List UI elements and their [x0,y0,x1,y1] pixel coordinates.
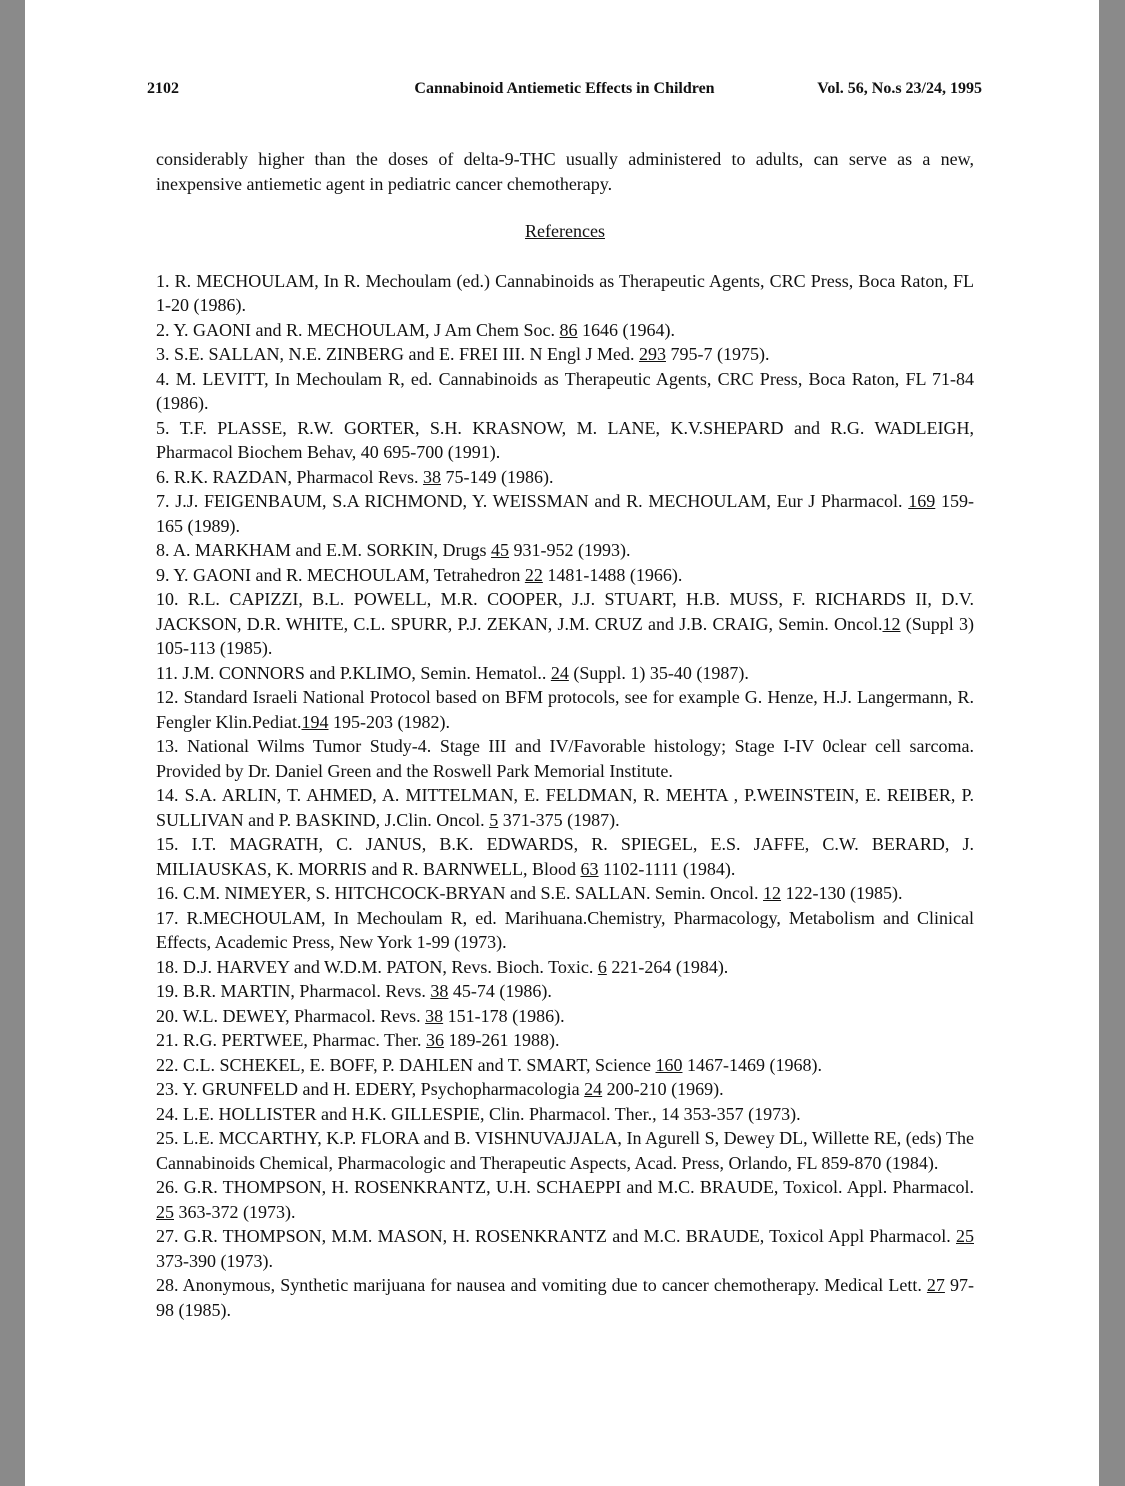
reference-volume: 160 [655,1054,683,1075]
intro-paragraph: considerably higher than the doses of delta-9-THC usually administered to adults, can serve as a new, inexpensive antiemetic agent in pediatric cancer chemotherapy. [156,149,974,194]
reference-text: 9. Y. GAONI and R. MECHOULAM, Tetrahedron [156,564,525,585]
reference-pages: 97-98 (1985). [156,1275,975,1320]
reference-text: 7. J.J. FEIGENBAUM, S.A RICHMOND, Y. WEISSMAN and R. MECHOULAM, Eur J Pharmacol. [156,491,909,511]
reference-item [156,269,974,318]
reference-item [156,1126,974,1175]
reference-item [156,1077,974,1102]
reference-text: 28. Anonymous, Synthetic marijuana for nausea and vomiting due to cancer chemotherapy. Medical Lett. [156,1275,927,1295]
reference-item [156,979,974,1004]
reference-pages: 1102-1111 (1984). [598,858,736,879]
reference-pages: 200-210 (1969). [602,1079,724,1099]
running-header [147,80,982,102]
reference-volume: 6 [597,956,607,977]
reference-pages: 151-178 (1986). [443,1005,565,1026]
reference-text: 20. W.L. DEWEY, Pharmacol. Revs. [156,1005,426,1026]
reference-item [156,1273,974,1322]
reference-pages: 221-264 (1984). [606,956,729,977]
reference-text: 12. Standard Israeli National Protocol based on BFM protocols, see for example G. Henze, H.J. Langermann, R. Fengler Klin.Pediat. [156,687,974,732]
reference-volume: 25 [156,1201,174,1222]
running-title: Cannabinoid Antiemetic Effects in Children [414,80,715,97]
reference-item [156,1028,974,1053]
reference-volume: 24 [584,1079,603,1099]
reference-text: 26. G.R. THOMPSON, H. ROSENKRANTZ, U.H. SCHAEPPI and M.C. BRAUDE, Toxicol. Appl. Pharmacol. [156,1177,974,1197]
reference-volume: 36 [426,1030,445,1050]
reference-pages: 75-149 (1986). [440,466,554,487]
reference-item [156,342,974,367]
page-number: 2102 [147,80,179,97]
reference-item [156,563,974,588]
reference-item [156,734,974,783]
reference-item [156,661,974,686]
reference-text: 17. R.MECHOULAM, In Mechoulam R, ed. Marihuana.Chemistry, Pharmacology, Metabolism and Clinical Effects, Academic Press, New York 1-99 (1973). [156,907,974,952]
reference-pages: (Suppl. 1) 35-40 (1987). [568,662,749,683]
document-page [25,0,1099,1486]
reference-pages: 45-74 (1986). [448,981,552,1001]
reference-item [156,685,974,734]
reference-pages: 189-261 1988). [444,1030,560,1050]
reference-text: 24. L.E. HOLLISTER and H.K. GILLESPIE, Clin. Pharmacol. Ther., 14 353-357 (1973). [156,1103,801,1124]
reference-volume: 38 [422,466,441,487]
reference-volume: 22 [524,564,543,585]
reference-item [156,465,974,490]
reference-item [156,1175,974,1224]
reference-text: 15. I.T. MAGRATH, C. JANUS, B.K. EDWARDS, R. SPIEGEL, E.S. JAFFE, C.W. BERARD, J. MILIAUSKAS, K. MORRIS and R. BARNWELL, Blood [156,834,974,879]
reference-item [156,489,974,538]
reference-text: 8. A. MARKHAM and E.M. SORKIN, Drugs [156,540,492,560]
reference-volume: 25 [956,1226,974,1246]
reference-item [156,1053,974,1078]
reference-text: 2. Y. GAONI and R. MECHOULAM, J Am Chem Soc. [156,319,560,340]
reference-item [156,1004,974,1029]
reference-item [156,955,974,980]
reference-item [156,587,974,661]
reference-pages: (Suppl 3) 105-113 (1985). [156,613,975,658]
reference-text: 13. National Wilms Tumor Study-4. Stage III and IV/Favorable histology; Stage I-IV 0clear cell sarcoma. Provided by Dr. Daniel Green and the Roswell Park Memorial Institute. [156,736,974,781]
reference-volume: 38 [425,1005,444,1026]
references-heading: References [525,221,605,241]
reference-volume: 27 [926,1275,945,1295]
reference-volume: 194 [301,711,329,732]
reference-pages: 931-952 (1993). [509,540,631,560]
reference-text: 14. S.A. ARLIN, T. AHMED, A. MITTELMAN, E. FELDMAN, R. MEHTA , P.WEINSTEIN, E. REIBER, P. SULLIVAN and P. BASKIND, J.Clin. Oncol. [156,785,974,830]
reference-text: 6. R.K. RAZDAN, Pharmacol Revs. [156,466,423,487]
reference-text: 5. T.F. PLASSE, R.W. GORTER, S.H. KRASNOW, M. LANE, K.V.SHEPARD and R.G. WADLEIGH, Pharmacol Biochem Behav, 40 695-700 (1991). [156,417,974,462]
reference-volume: 5 [489,809,499,830]
reference-item [156,832,974,881]
reference-item [156,416,974,465]
reference-volume: 86 [559,319,578,340]
reference-pages: 1467-1469 (1968). [682,1054,822,1075]
reference-text: 18. D.J. HARVEY and W.D.M. PATON, Revs. Bioch. Toxic. [156,956,598,977]
reference-pages: 373-390 (1973). [156,1250,273,1271]
reference-text: 11. J.M. CONNORS and P.KLIMO, Semin. Hematol.. [156,662,551,683]
reference-text: 4. M. LEVITT, In Mechoulam R, ed. Cannabinoids as Therapeutic Agents, CRC Press, Boca Raton, FL 71-84 (1986). [156,368,974,413]
reference-pages: 371-375 (1987). [498,809,620,830]
reference-pages: 195-203 (1982). [328,711,450,732]
reference-pages: 1481-1488 (1966). [542,564,683,585]
reference-item [156,318,974,343]
reference-pages: 159-165 (1989). [156,491,974,536]
reference-volume: 45 [491,540,510,560]
reference-item [156,367,974,416]
reference-pages: 122-130 (1985). [781,883,903,903]
reference-text: 27. G.R. THOMPSON, M.M. MASON, H. ROSENKRANTZ and M.C. BRAUDE, Toxicol Appl Pharmacol. [156,1226,956,1246]
reference-item [156,1102,974,1127]
reference-text: 16. C.M. NIMEYER, S. HITCHCOCK-BRYAN and S.E. SALLAN. Semin. Oncol. [156,883,764,903]
reference-text: 22. C.L. SCHEKEL, E. BOFF, P. DAHLEN and T. SMART, Science [156,1054,656,1075]
reference-volume: 63 [580,858,599,879]
reference-pages: 1646 (1964). [577,319,676,340]
reference-text: 10. R.L. CAPIZZI, B.L. POWELL, M.R. COOPER, J.J. STUART, H.B. MUSS, F. RICHARDS II, D.V. JACKSON, D.R. WHITE, C.L. SPURR, P.J. ZEKAN, J.M. CRUZ and J.B. CRAIG, Semin. Oncol. [156,589,974,634]
journal-volume: Vol. 56, No.s 23/24, 1995 [817,80,982,97]
reference-item [156,1224,974,1273]
reference-pages: 795-7 (1975). [665,344,770,364]
reference-text: 3. S.E. SALLAN, N.E. ZINBERG and E. FREI III. N Engl J Med. [156,344,639,364]
reference-volume: 169 [908,491,936,511]
reference-volume: 38 [430,981,449,1001]
reference-item [156,906,974,955]
reference-item [156,538,974,563]
reference-text: 23. Y. GRUNFELD and H. EDERY, Psychopharmacologia [156,1079,585,1099]
reference-pages: 363-372 (1973). [174,1201,296,1222]
reference-volume: 293 [638,344,666,364]
reference-text: 25. L.E. MCCARTHY, K.P. FLORA and B. VISHNUVAJJALA, In Agurell S, Dewey DL, Willette RE, (eds) The Cannabinoids Chemical, Pharmacologic and Therapeutic Aspects, Acad. Press, Orlando, FL 859-870 (1984). [156,1128,974,1173]
reference-volume: 12 [882,613,901,634]
reference-text: 1. R. MECHOULAM, In R. Mechoulam (ed.) Cannabinoids as Therapeutic Agents, CRC Press, Boca Raton, FL 1-20 (1986). [156,270,974,315]
reference-volume: 24 [550,662,569,683]
page-body [156,147,974,1322]
reference-volume: 12 [763,883,782,903]
reference-item [156,881,974,906]
reference-text: 21. R.G. PERTWEE, Pharmac. Ther. [156,1030,427,1050]
reference-text: 19. B.R. MARTIN, Pharmacol. Revs. [156,981,431,1001]
reference-item [156,783,974,832]
reference-list [156,269,974,1323]
